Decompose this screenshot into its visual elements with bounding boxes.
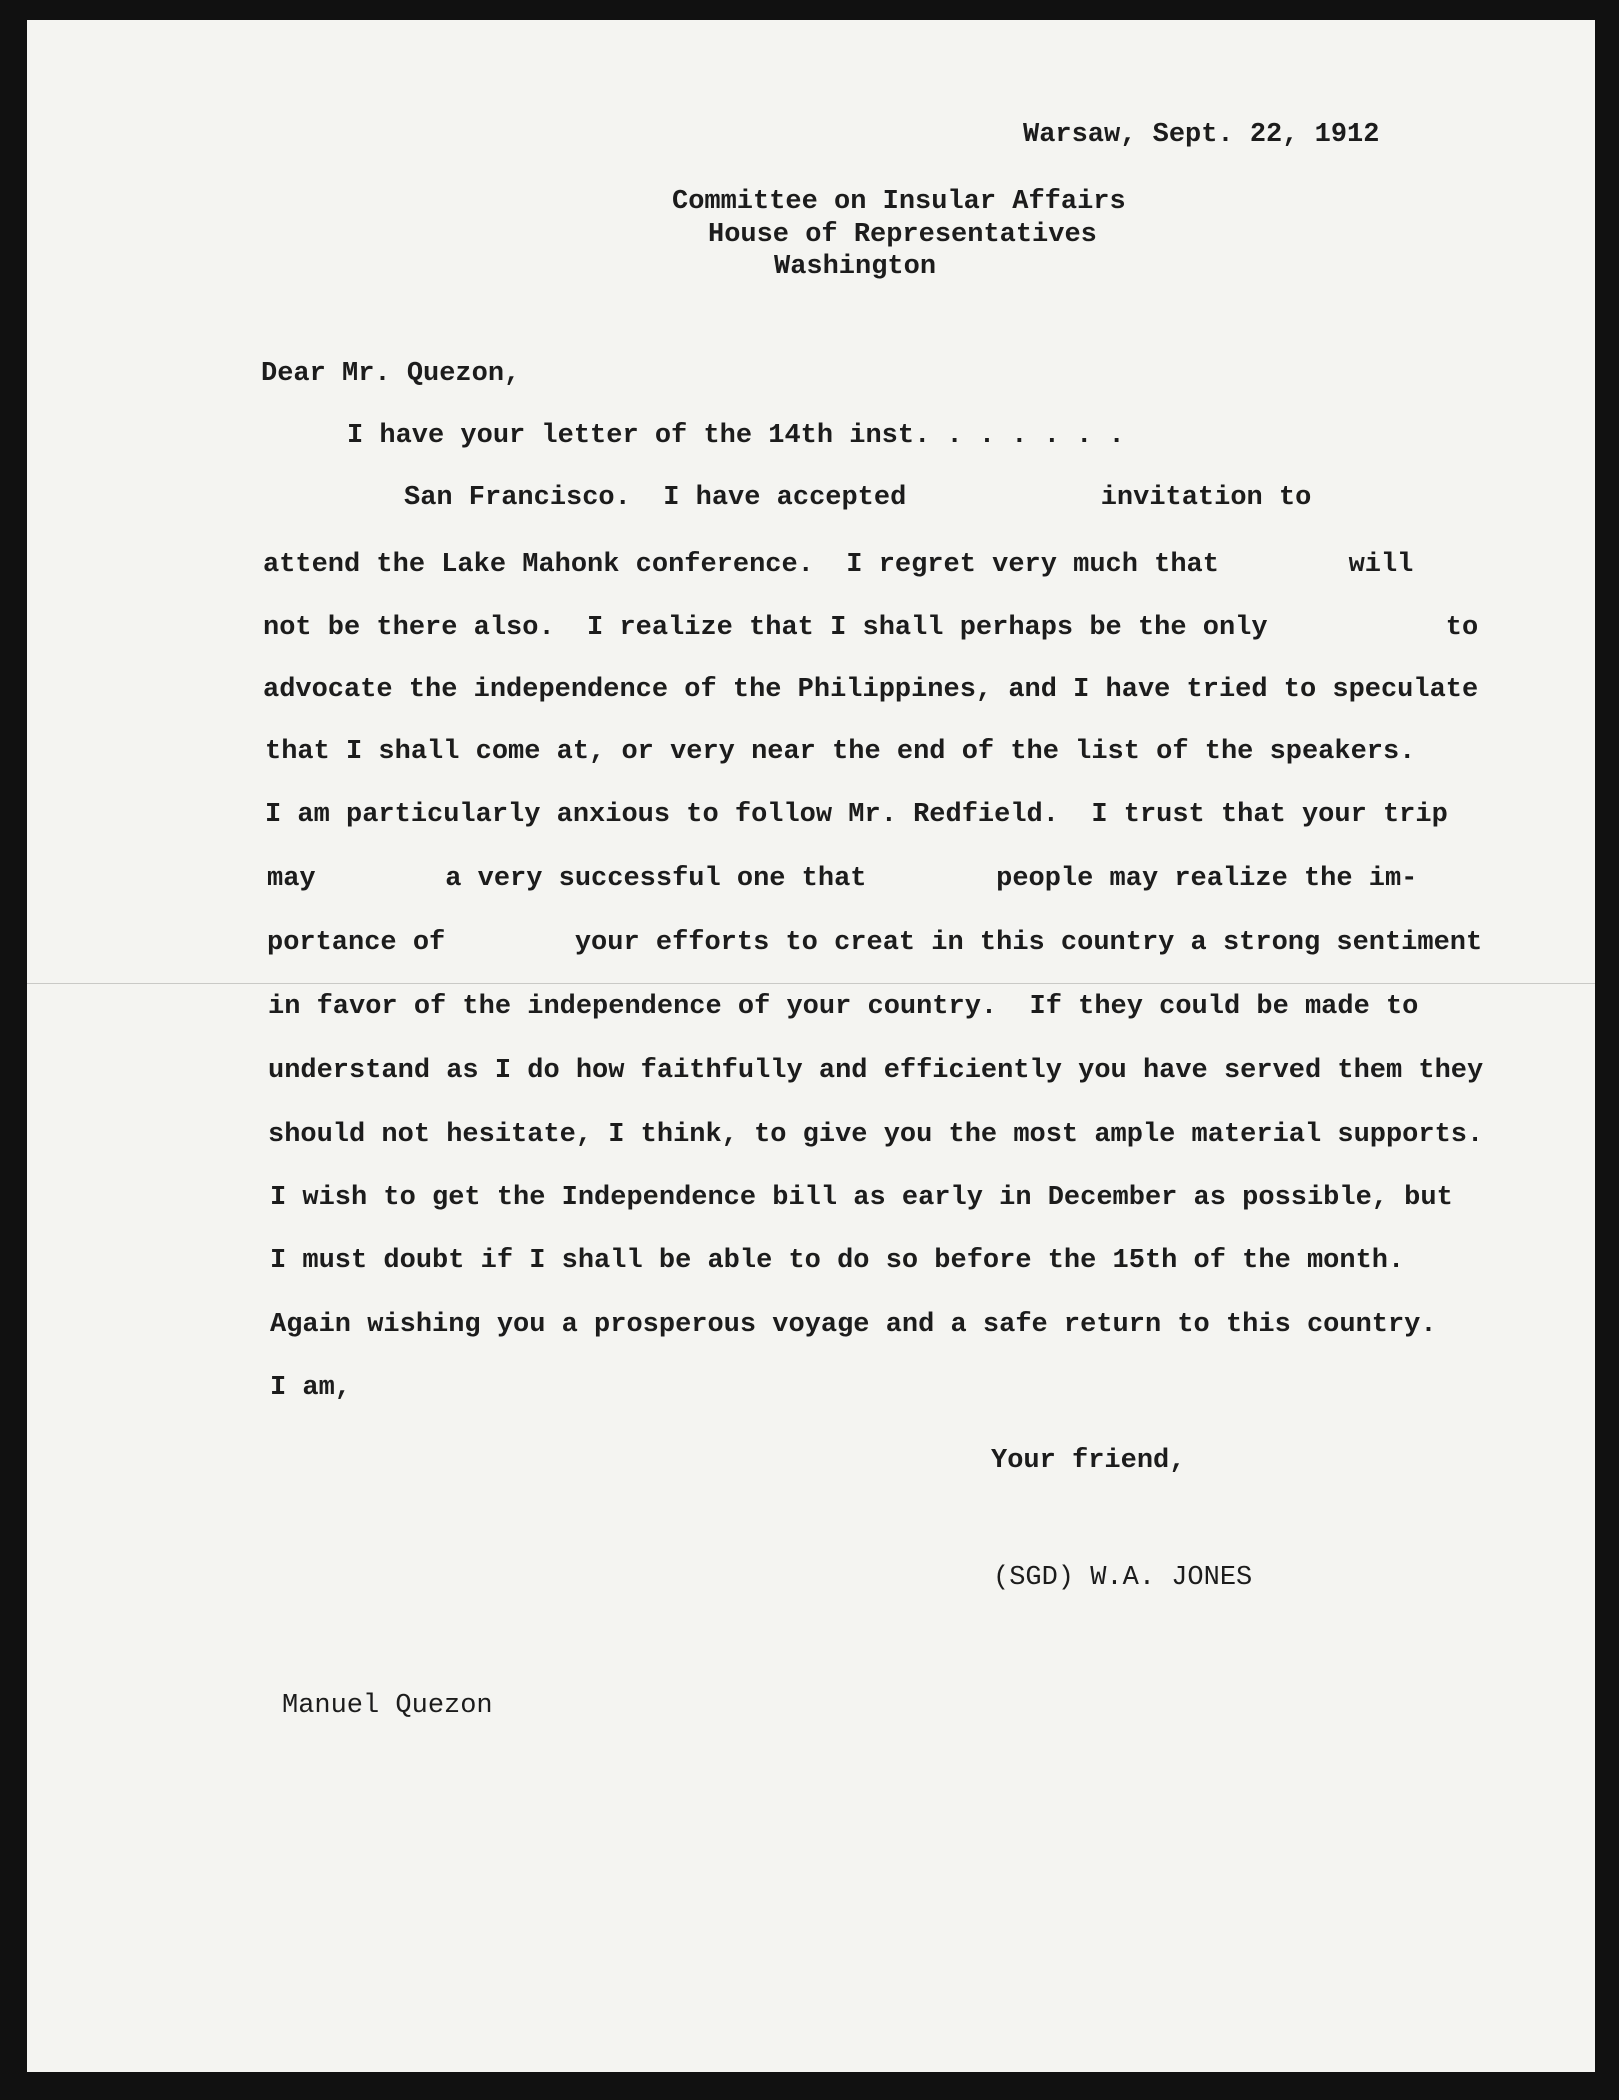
- body-line: I am particularly anxious to follow Mr. Redfield. I trust that your trip: [265, 800, 1448, 830]
- body-line: I am,: [270, 1373, 352, 1403]
- letterhead-house: House of Representatives: [708, 220, 1097, 250]
- body-line: I wish to get the Independence bill as early in December as possible, but: [270, 1183, 1453, 1213]
- closing: Your friend,: [991, 1446, 1186, 1476]
- body-line: I must doubt if I shall be able to do so before the 15th of the month.: [270, 1246, 1405, 1276]
- body-line: portance of your efforts to creat in this country a strong sentiment: [267, 928, 1483, 958]
- body-line: should not hesitate, I think, to give you the most ample material supports.: [268, 1120, 1484, 1150]
- date-line: Warsaw, Sept. 22, 1912: [1023, 120, 1380, 150]
- signature: (SGD) W.A. JONES: [993, 1563, 1253, 1593]
- letterhead-committee: Committee on Insular Affairs: [672, 187, 1126, 217]
- body-line: San Francisco. I have accepted invitation to: [404, 483, 1312, 513]
- body-line: I have your letter of the 14th inst. . . . . . .: [347, 421, 1125, 451]
- page-fold-line: [27, 983, 1595, 984]
- letter-page: [27, 20, 1595, 2072]
- body-line: advocate the independence of the Philippines, and I have tried to speculate: [263, 675, 1479, 705]
- recipient-name: Manuel Quezon: [282, 1691, 493, 1721]
- body-line: understand as I do how faithfully and efficiently you have served them they: [268, 1056, 1484, 1086]
- body-line: in favor of the independence of your country. If they could be made to: [268, 992, 1419, 1022]
- salutation: Dear Mr. Quezon,: [261, 359, 521, 389]
- body-line: may a very successful one that people may realize the im-: [267, 864, 1418, 894]
- body-line: attend the Lake Mahonk conference. I regret very much that will: [263, 550, 1414, 580]
- letterhead-city: Washington: [774, 252, 937, 282]
- body-line: Again wishing you a prosperous voyage and a safe return to this country.: [270, 1310, 1437, 1340]
- body-line: not be there also. I realize that I shall perhaps be the only to: [263, 613, 1479, 643]
- body-line: that I shall come at, or very near the end of the list of the speakers.: [265, 737, 1416, 767]
